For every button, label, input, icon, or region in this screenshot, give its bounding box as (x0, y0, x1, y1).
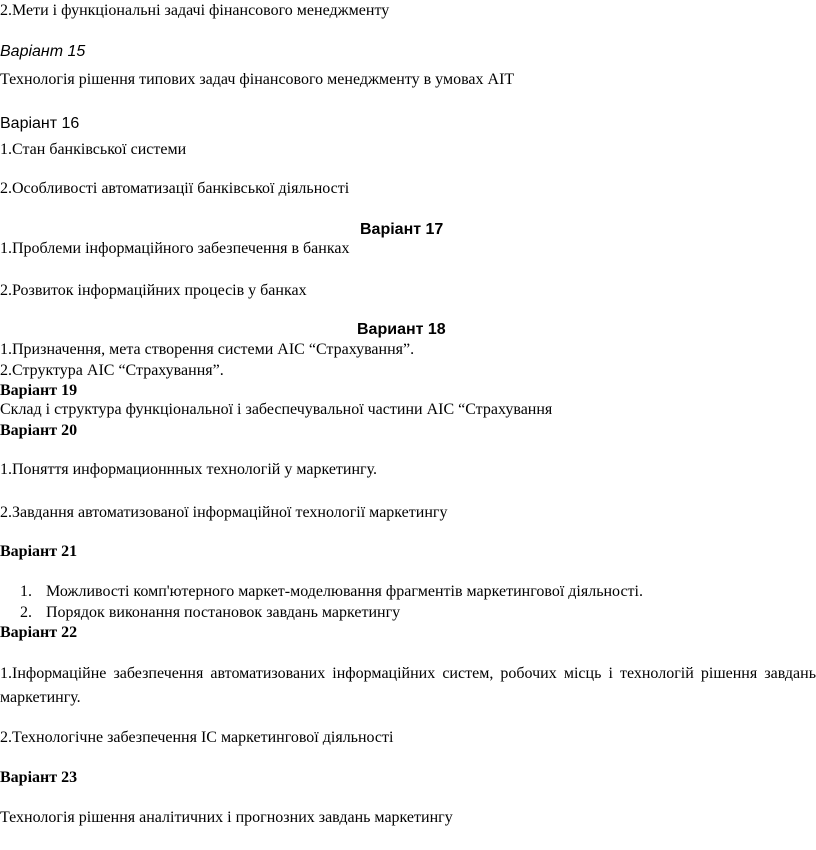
variant-heading: Вариант 18 (357, 321, 446, 338)
topic-line: 2.Мети і функціональні задачі фінансового менеджменту (0, 2, 390, 19)
topic-line: 2.Розвиток інформаційних процесів у банках (0, 282, 307, 299)
variant-heading: Варіант 23 (0, 769, 78, 786)
list-item-text: Можливості комп'ютерного маркет-моделювання фрагментів маркетингової діяльності. (46, 583, 643, 600)
topic-line: 1.Стан банківської системи (0, 141, 187, 158)
topic-line: 1.Призначення, мета створення системи АІС “Страхування”. (0, 341, 415, 358)
topic-line: Технологія рішення аналітичних і прогнозних завдань маркетингу (0, 809, 453, 826)
variant-heading: Варіант 17 (360, 221, 444, 238)
topic-line: 2.Технологічне забезпечення ІС маркетингової діяльності (0, 729, 394, 746)
list-item (0, 583, 643, 601)
topic-line: Склад і структура функціональної і забеспечувальної частини АІС “Страхування (0, 401, 553, 418)
list-number: 2. (20, 604, 32, 621)
list-item-text: Порядок виконання постановок завдань маркетингу (46, 604, 401, 621)
variant-heading: Варіант 20 (0, 422, 78, 439)
topic-line: 1.Проблеми інформаційного забезпечення в банках (0, 240, 350, 257)
variant-heading: Варіант 19 (0, 382, 78, 399)
list-number: 1. (20, 583, 32, 600)
topic-line: 2.Особливості автоматизації банківської діяльності (0, 180, 350, 197)
variant-heading: Варіант 16 (0, 115, 80, 132)
topic-line: 2.Завдання автоматизованої інформаційної технології маркетингу (0, 504, 448, 521)
variant-heading: Варіант 21 (0, 543, 78, 560)
topic-line: 2.Структура АІС “Страхування”. (0, 362, 224, 379)
list-item (0, 604, 400, 622)
variant-heading: Варіант 15 (0, 43, 86, 60)
topic-line: Технологія рішення типових задач фінансового менеджменту в умовах АІТ (0, 71, 515, 88)
topic-line: 1.Поняття информационнных технологій у маркетингу. (0, 461, 377, 478)
topic-paragraph: 1.Інформаційне забезпечення автоматизованих інформаційних систем, робочих місць і технологій рішення завдань маркетингу. (0, 665, 816, 706)
variant-heading: Варіант 22 (0, 624, 78, 641)
